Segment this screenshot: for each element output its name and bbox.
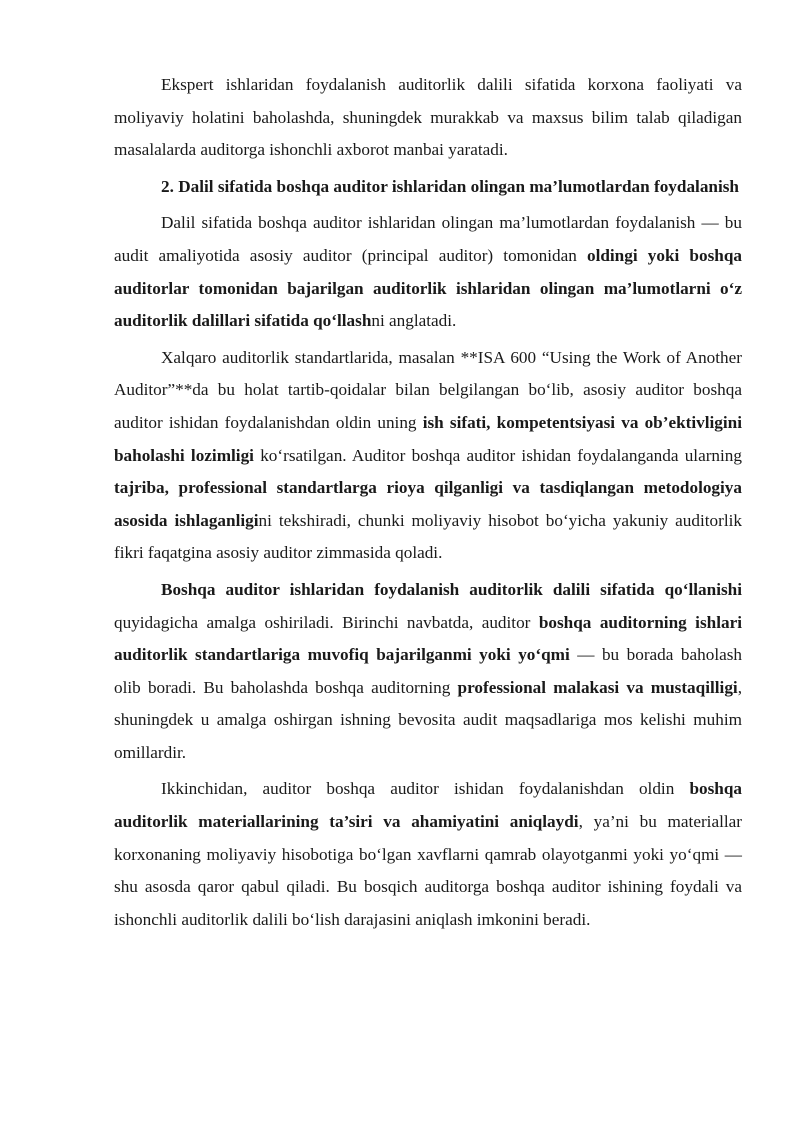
- section-heading: [114, 171, 742, 204]
- text-run: , ya’ni bu materiallar korxonaning moliyaviy hisobotiga bo‘lgan xavflarni qamrab olayotganmi yoki yo‘qmi — shu asosda qaror qabul qiladi. Bu bosqich auditorga boshqa auditor ishining foydali va ishonchli auditorlik dalili bo‘lish darajasini aniqlash imkonini beradi.: [114, 812, 742, 929]
- bold-run: ish sifati, kompetentsiyasi va ob’ektivligini baholashi lozimligi: [114, 412, 743, 465]
- bold-run: professional malakasi va mustaqilligi: [457, 677, 738, 697]
- bold-run: boshqa auditorlik materiallarining ta’siri va ahamiyatini aniqlaydi: [114, 779, 742, 832]
- text-run: quyidagicha amalga oshiriladi. Birinchi navbatda, auditor: [114, 612, 539, 632]
- paragraph-second-step: [114, 773, 742, 936]
- paragraph-isa-600: [114, 342, 742, 570]
- bold-run: tajriba, professional standartlarga rioya qilganligi va tasdiqlangan metodologiya asosida ishlaganligi: [114, 478, 742, 530]
- text-run: ni anglatadi.: [371, 311, 457, 331]
- paragraph-expert-work: [114, 69, 742, 167]
- text-run: ko‘rsatilgan. Auditor boshqa auditor ishidan foydalanganda ularning: [253, 445, 742, 465]
- text-run: Xalqaro auditorlik standartlarida, masalan **ISA 600 “Using the Work of Another Auditor”**da bu holat tartib-qoidalar bilan belgilangan bo‘lib, asosiy auditor boshqa auditor ishidan foydalanishdan oldin uning: [114, 347, 742, 432]
- text-run: Ikkinchidan, auditor boshqa auditor ishidan foydalanishdan oldin: [161, 779, 690, 799]
- document-page: [114, 69, 742, 940]
- paragraph-definition: [114, 207, 742, 337]
- text-run: — bu borada baholash olib boradi. Bu baholashda boshqa auditorning: [114, 645, 742, 697]
- text-run: Dalil sifatida boshqa auditor ishlaridan olingan ma’lumotlardan foydalanish — bu audit amaliyotida asosiy auditor (principal auditor) tomonidan: [114, 213, 742, 265]
- text-run: ni tekshiradi, chunki moliyaviy hisobot bo‘yicha yakuniy auditorlik fikri faqatgina asosiy auditor zimmasida qoladi.: [114, 510, 742, 563]
- heading-text: 2. Dalil sifatida boshqa auditor ishlaridan olingan ma’lumotlardan foydalanish: [161, 176, 739, 196]
- text-run: Ekspert ishlaridan foydalanish auditorlik dalili sifatida korxona faoliyati va moliyaviy holatini baholashda, shuningdek murakkab va maxsus bilim talab qiladigan masalalarda auditorga ishonchli axborot manbai yaratadi.: [114, 75, 742, 160]
- paragraph-application: [114, 574, 742, 770]
- bold-run: boshqa auditorning ishlari auditorlik standartlariga muvofiq bajarilganmi yoki yo‘qmi: [114, 612, 742, 665]
- text-run: , shuningdek u amalga oshirgan ishning bevosita audit maqsadlariga mos kelishi muhim omillardir.: [114, 677, 742, 762]
- bold-run: oldingi yoki boshqa auditorlar tomonidan bajarilgan auditorlik ishlaridan olingan ma’lumotlarni o‘z auditorlik dalillari sifatida qo‘llash: [114, 245, 742, 331]
- bold-run: Boshqa auditor ishlaridan foydalanish auditorlik dalili sifatida qo‘llanishi: [161, 579, 742, 599]
